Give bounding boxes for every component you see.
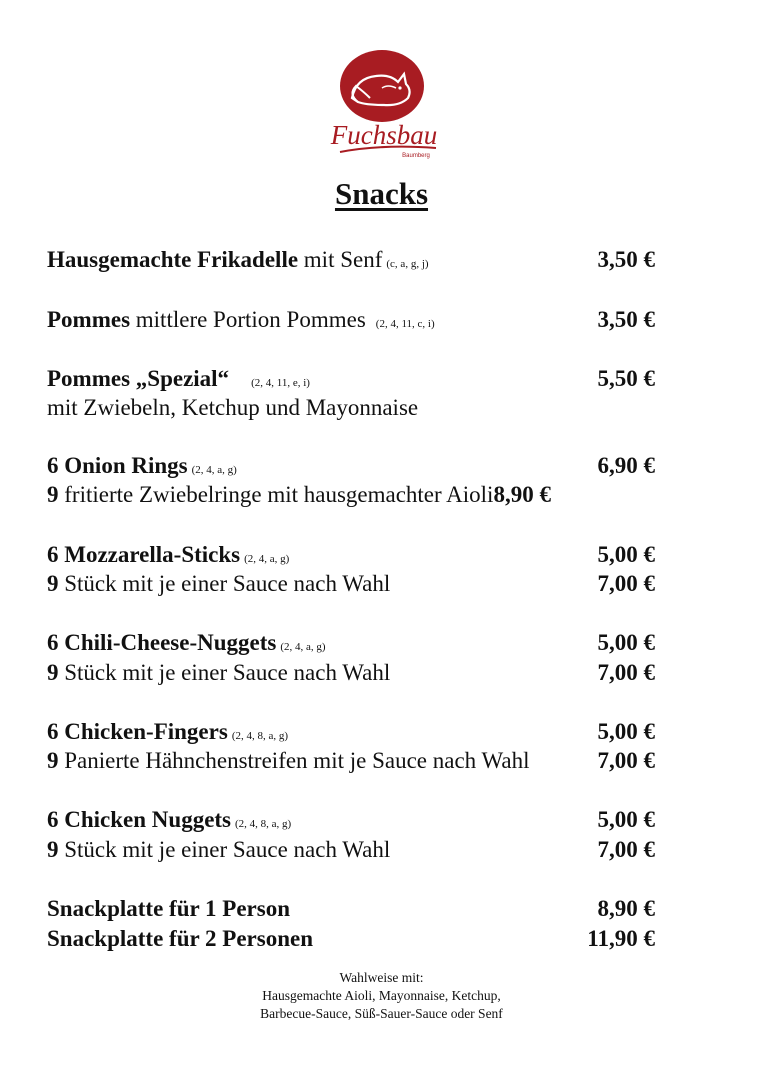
item-name: 6 Chili-Cheese-Nuggets: [47, 630, 277, 655]
item-price: 5,00 €: [597, 719, 655, 744]
menu-item-pommes-spezial: [47, 365, 310, 397]
menu-item-mozzarella-sticks: [47, 541, 289, 573]
platter-one-person: Snackplatte für 1 Person: [47, 896, 290, 921]
variant-price: 7,00 €: [597, 837, 655, 862]
item-name: 6 Chicken Nuggets: [47, 807, 232, 832]
item-name: Hausgemachte Frikadelle: [47, 247, 299, 272]
variant-price: 8,90 €: [493, 482, 551, 507]
variant-description: Stück mit je einer Sauce nach Wahl: [58, 837, 391, 862]
variant-description: Panierte Hähnchenstreifen mit je Sauce nach Wahl: [58, 748, 530, 773]
item-variant: [47, 481, 551, 509]
menu-item-pommes: [47, 306, 435, 338]
note-line: Barbecue-Sauce, Süß-Sauer-Sauce oder Senf: [260, 1006, 503, 1021]
menu-item-chili-cheese-nuggets: [47, 629, 326, 661]
note-heading: Wahlweise mit:: [339, 970, 424, 985]
item-name: Pommes: [47, 307, 131, 332]
item-price: 5,00 €: [597, 630, 655, 655]
item-variant: [47, 659, 390, 687]
item-variant: [47, 747, 529, 775]
variant-count: 9: [47, 660, 59, 685]
item-name: Pommes „Spezial“: [47, 366, 230, 391]
variant-description: Stück mit je einer Sauce nach Wahl: [58, 571, 391, 596]
note-line: Hausgemachte Aioli, Mayonnaise, Ketchup,: [262, 988, 501, 1003]
item-description: mittlere Portion Pommes: [130, 307, 366, 332]
item-variant: [47, 836, 390, 864]
item-allergens: (2, 4, 8, a, g): [231, 730, 289, 742]
variant-price: 7,00 €: [597, 571, 655, 596]
variant-description: fritierte Zwiebelringe mit hausgemachter Aioli: [58, 482, 494, 507]
platter-price: 8,90 €: [597, 896, 655, 921]
fox-logo-icon: [312, 48, 452, 168]
item-variant: [47, 570, 390, 598]
variant-price: 7,00 €: [597, 748, 655, 773]
item-allergens: (2, 4, a, g): [244, 553, 290, 565]
item-description: mit Senf: [298, 247, 383, 272]
menu-item-chicken-fingers: [47, 718, 288, 750]
item-name: 6 Mozzarella-Sticks: [47, 542, 241, 567]
menu-item-chicken-nuggets: [47, 806, 291, 838]
sauce-options-note: [0, 969, 763, 1023]
logo-wordmark: Fuchsbau: [330, 120, 438, 150]
item-price: 5,00 €: [597, 542, 655, 567]
variant-count: 9: [47, 837, 59, 862]
item-allergens: (2, 4, 8, a, g): [235, 818, 292, 830]
variant-description: Stück mit je einer Sauce nach Wahl: [58, 660, 391, 685]
variant-count: 9: [47, 482, 59, 507]
variant-count: 9: [47, 571, 59, 596]
platter-price: 11,90 €: [587, 926, 655, 951]
menu-item-frikadelle: [47, 246, 429, 278]
item-subline: mit Zwiebeln, Ketchup und Mayonnaise: [47, 395, 419, 420]
page-title: Snacks: [334, 176, 429, 211]
item-price: 5,00 €: [597, 807, 655, 832]
item-allergens: (c, a, g, j): [386, 258, 429, 270]
variant-price: 7,00 €: [597, 660, 655, 685]
item-allergens: (2, 4, 11, c, i): [375, 318, 435, 330]
logo-subtitle: Baumberg: [402, 153, 430, 159]
menu-item-onion-rings: [47, 452, 237, 484]
item-price: 5,50 €: [597, 366, 655, 391]
platter-two-persons: Snackplatte für 2 Personen: [47, 926, 313, 951]
item-allergens: (2, 4, a, g): [191, 464, 237, 476]
item-name: 6 Chicken-Fingers: [47, 719, 228, 744]
fuchsbau-logo: [312, 48, 452, 168]
variant-count: 9: [47, 748, 59, 773]
item-name: 6 Onion Rings: [47, 453, 188, 478]
item-allergens: (2, 4, 11, e, i): [251, 377, 310, 389]
item-price: 6,90 €: [597, 453, 655, 478]
item-allergens: (2, 4, a, g): [280, 641, 326, 653]
item-price: 3,50 €: [597, 247, 655, 272]
item-price: 3,50 €: [597, 307, 655, 332]
